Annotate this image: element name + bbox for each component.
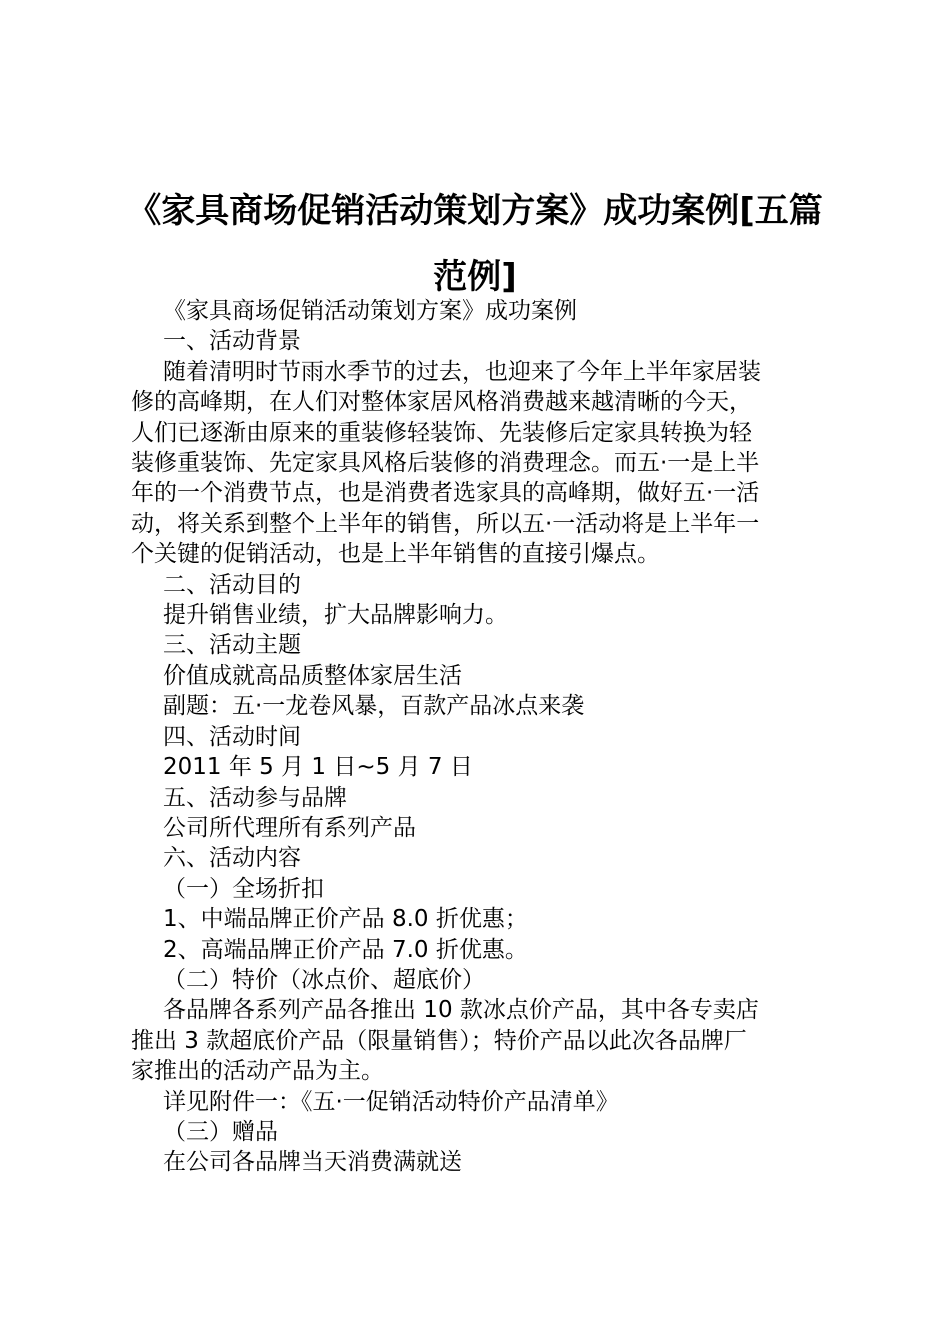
text-line: 一、活动背景	[163, 328, 301, 355]
text-line: 修的高峰期，在人们对整体家居风格消费越来越清晰的今天，	[131, 389, 752, 416]
text-line: 副题：五·一龙卷风暴，百款产品冰点来袭	[163, 693, 585, 720]
text-line: 随着清明时节雨水季节的过去，也迎来了今年上半年家居装	[163, 358, 761, 385]
text-line: 年的一个消费节点，也是消费者选家具的高峰期，做好五·一活	[131, 480, 760, 507]
text-line: 推出 3 款超底价产品（限量销售）；特价产品以此次各品牌厂	[131, 1027, 747, 1054]
text-line: 各品牌各系列产品各推出 10 款冰点价产品，其中各专卖店	[163, 997, 759, 1024]
text-line: 装修重装饰、先定家具风格后装修的消费理念。而五·一是上半	[131, 450, 760, 477]
text-line: 三、活动主题	[163, 632, 301, 659]
text-line: 五、活动参与品牌	[163, 784, 347, 811]
text-line: （二）特价（冰点价、超底价）	[163, 966, 485, 993]
text-line: （三）赠品	[163, 1118, 278, 1145]
document-title: 《家具商场促销活动策划方案》成功案例[五篇范例]	[127, 191, 823, 297]
text-line: 二、活动目的	[163, 571, 301, 598]
text-line: 动，将关系到整个上半年的销售，所以五·一活动将是上半年一	[131, 510, 760, 537]
text-line: 1、中端品牌正价产品 8.0 折优惠；	[163, 906, 528, 933]
text-line: 公司所代理所有系列产品	[163, 814, 416, 841]
text-line: 《家具商场促销活动策划方案》成功案例	[163, 298, 577, 324]
text-line: 人们已逐渐由原来的重装修轻装饰、先装修后定家具转换为轻	[131, 419, 752, 446]
text-line: 2011 年 5 月 1 日~5 月 7 日	[163, 754, 473, 781]
text-line: 四、活动时间	[163, 723, 301, 750]
text-line: 2、高端品牌正价产品 7.0 折优惠。	[163, 936, 528, 963]
text-line: （一）全场折扣	[163, 875, 324, 902]
document-body	[131, 296, 831, 1178]
text-line: 详见附件一：《五·一促销活动特价产品清单》	[163, 1088, 619, 1115]
text-line: 个关键的促销活动，也是上半年销售的直接引爆点。	[131, 541, 660, 568]
text-line: 家推出的活动产品为主。	[131, 1058, 384, 1085]
text-line: 六、活动内容	[163, 845, 301, 872]
text-line: 价值成就高品质整体家居生活	[163, 662, 462, 689]
text-line: 提升销售业绩，扩大品牌影响力。	[163, 602, 508, 629]
text-line: 在公司各品牌当天消费满就送	[163, 1149, 462, 1176]
